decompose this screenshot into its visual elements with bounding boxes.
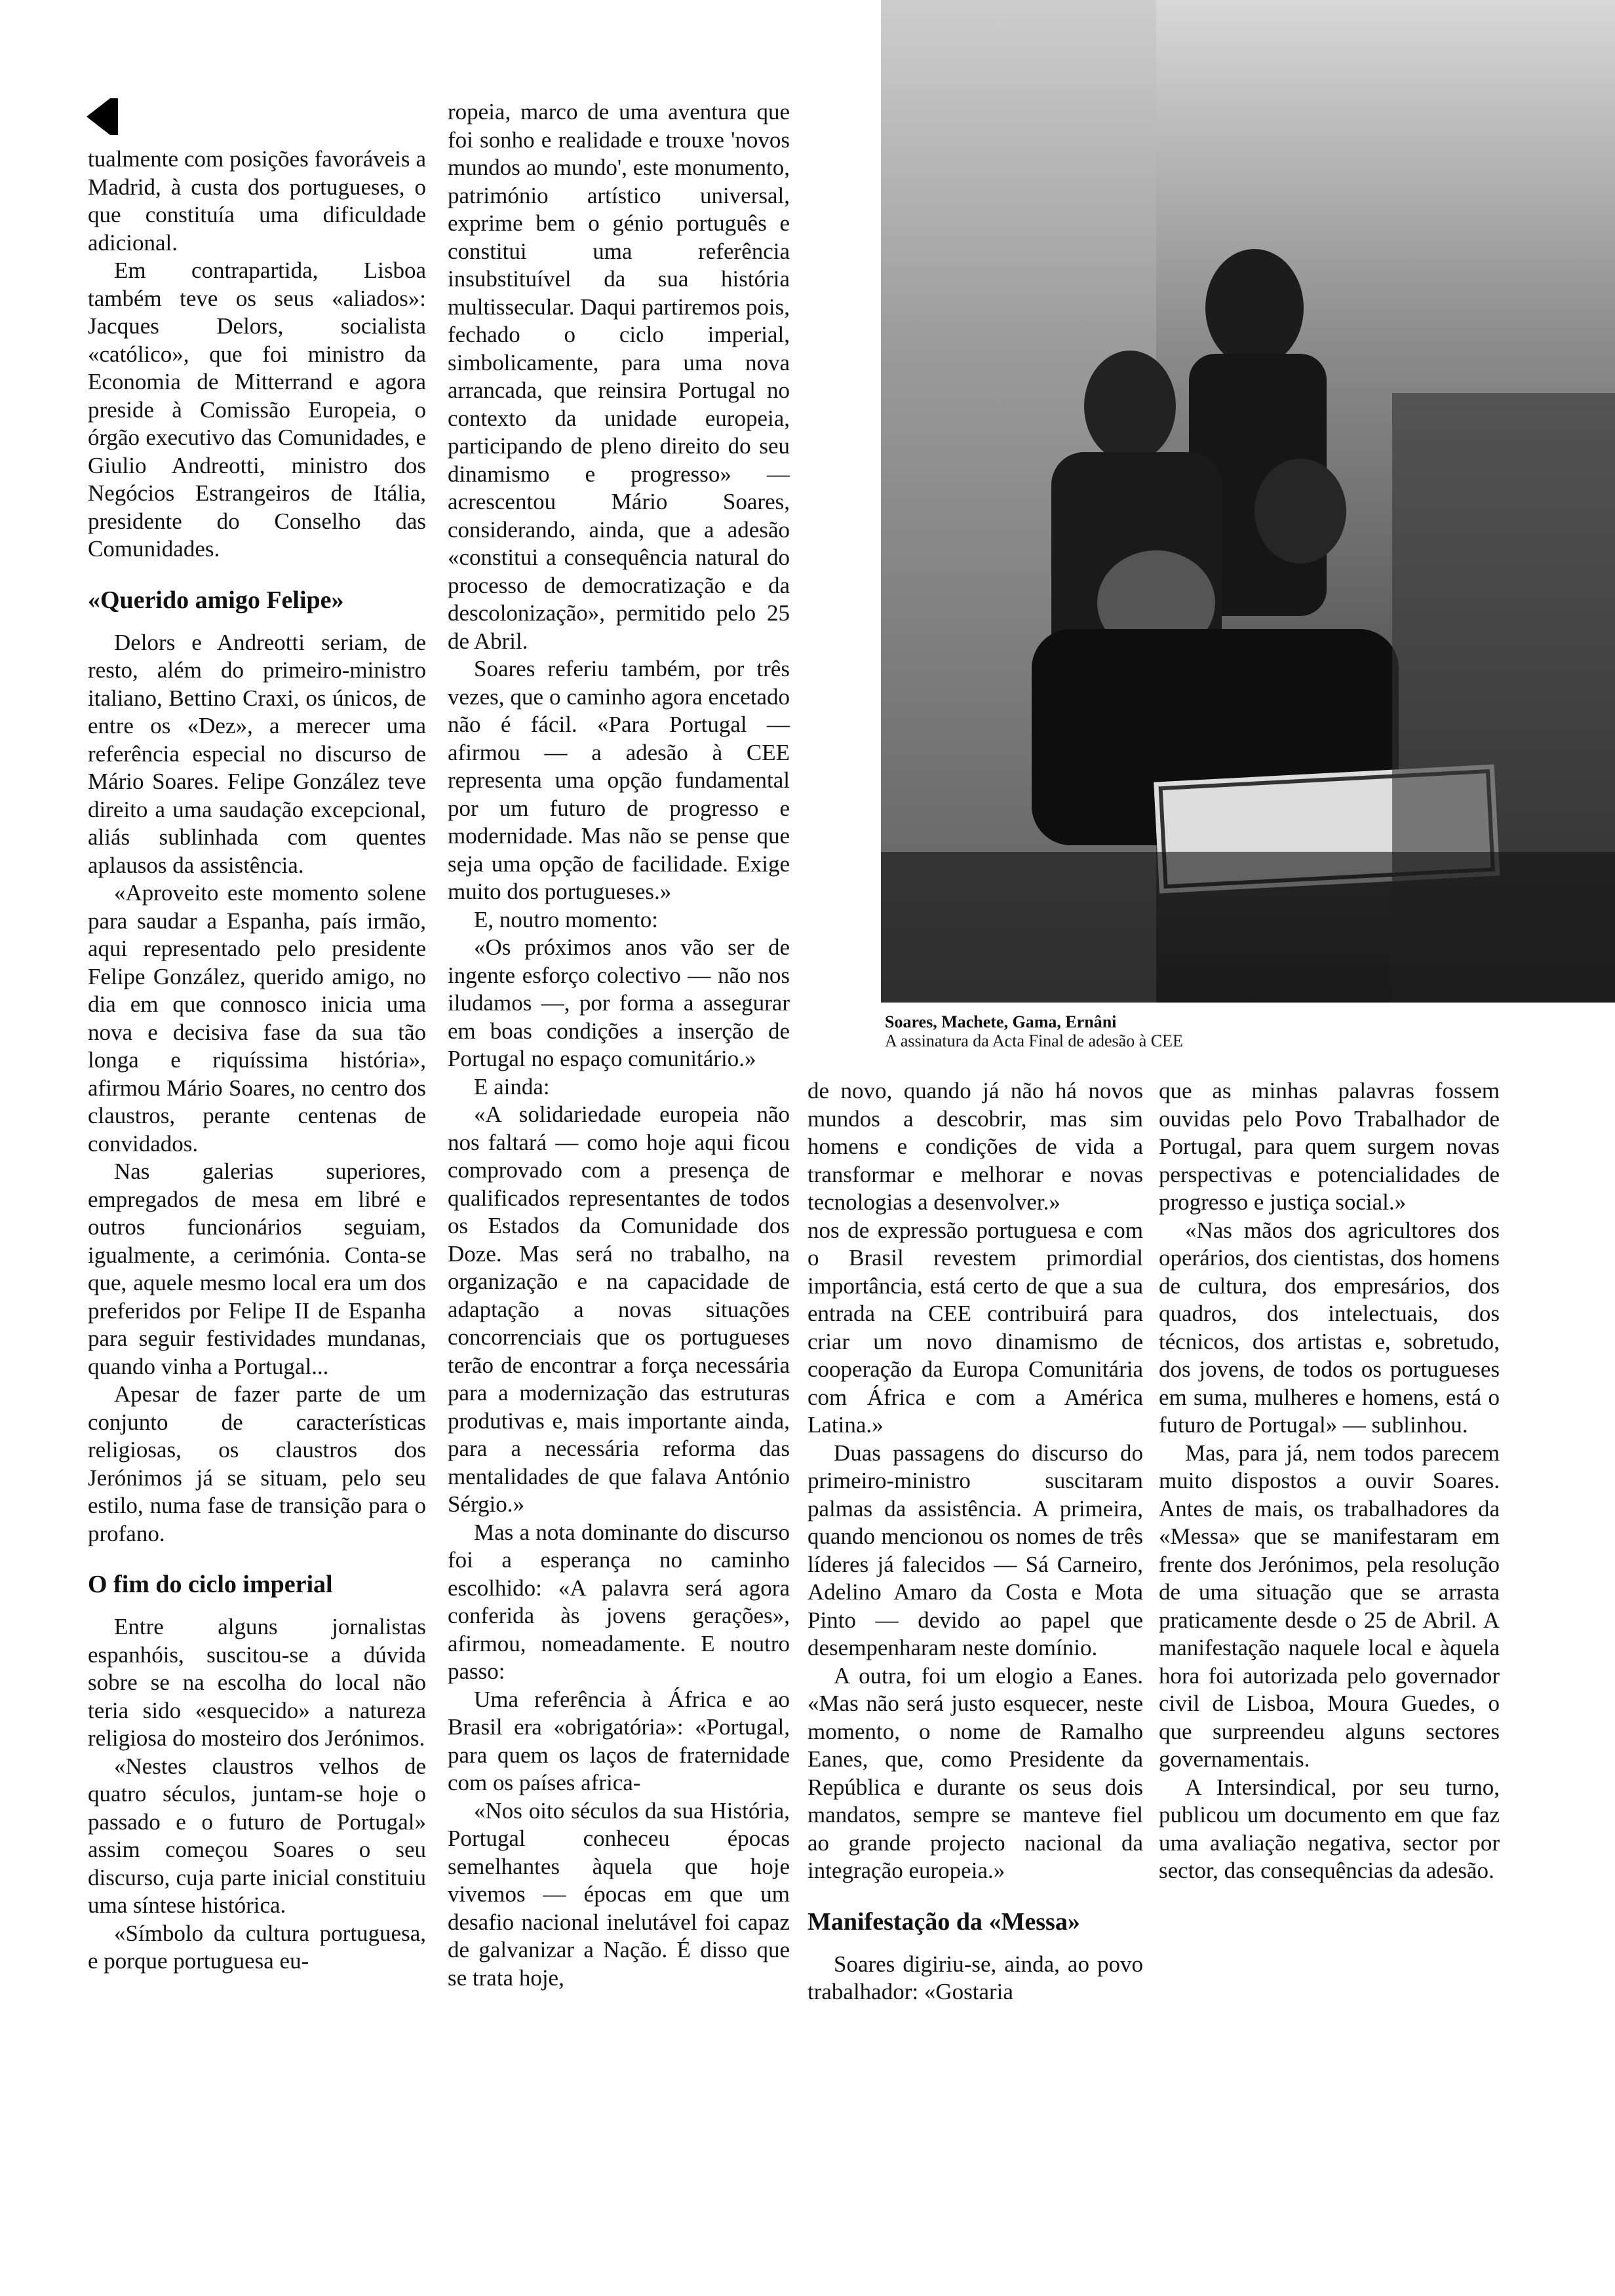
article-paragraph: «Nos oito séculos da sua História, Portugal conheceu épocas semelhantes àquela que hoje vivemos — épocas em que um desafio nacional inelutável foi capaz de galvanizar a Nação. É disso que se trata hoje, (448, 1797, 790, 1991)
article-column-3 (808, 1077, 1143, 2006)
article-paragraph: «Os próximos anos vão ser de ingente esforço colectivo — não nos iludamos —, por forma a assegurar em boas condições a inserção de Portugal no espaço comunitário.» (448, 934, 790, 1071)
signing-ceremony-photo (881, 0, 1615, 1003)
continuation-arrow-icon (87, 98, 110, 135)
section-heading: Manifestação da «Messa» (808, 1907, 1080, 1936)
article-paragraph: Nas galerias superiores, empregados de mesa em libré e outros funcionários seguiam, igualmente, a cerimónia. Conta-se que, aquele mesmo local era um dos preferidos por Felipe II de Espanha para seguir festividades mundanas, quando vinha a Portugal... (88, 1158, 426, 1379)
article-paragraph: Mas a nota dominante do discurso foi a esperança no caminho escolhido: «A palavra será agora conferida às jovens gerações», afirmou, nomeadamente. E noutro passo: (448, 1519, 790, 1684)
photo-image (881, 0, 1615, 1003)
article-paragraph: nos de expressão portuguesa e com o Brasil revestem primordial importância, está certo de que a sua entrada na CEE contribuirá para criar um novo dinamismo de cooperação da Europa Comunitária com África e com a América Latina.» (808, 1217, 1143, 1438)
article-paragraph: Soares digiriu-se, ainda, ao povo trabalhador: «Gostaria (808, 1951, 1143, 2004)
article-paragraph: Soares referiu também, por três vezes, que o caminho agora encetado não é fácil. «Para Portugal — afirmou — a adesão à CEE representa uma opção fundamental por um futuro de progresso e modernidade. Mas não se pense que seja uma opção de facilidade. Exige muito dos portugueses.» (448, 656, 790, 904)
article-paragraph: E, noutro momento: (474, 906, 658, 932)
article-column-4 (1159, 1077, 1500, 1885)
article-paragraph: ropeia, marco de uma aventura que foi sonho e realidade e trouxe 'novos mundos ao mundo', este monumento, património artístico universal, exprime bem o génio português e constitui uma referência insubstituível da sua história multissecular. Daqui partiremos pois, fechado o ciclo imperial, simbolicamente, para uma nova arrancada, que reinsira Portugal no contexto da unidade europeia, participando de pleno direito do seu dinamismo e progresso» — acrescentou Mário Soares, considerando, ainda, que a adesão «constitui a consequência natural do processo de democratização e da descolonização», permitido pelo 25 de Abril. (448, 99, 790, 654)
article-paragraph: «A solidariedade europeia não nos faltará — como hoje aqui ficou comprovado com a presença de qualificados representantes de todos os Estados da Comunidade dos Doze. Mas será no trabalho, na organização e na capacidade de adaptação a novas situações concorrenciais que os portugueses terão de encontrar a força necessária para a modernização das estruturas produtivas e, mais importante ainda, para a necessária reforma das mentalidades de que falava António Sérgio.» (448, 1101, 790, 1517)
article-paragraph: Entre alguns jornalistas espanhóis, suscitou-se a dúvida sobre se na escolha do local não teria sido «esquecido» a natureza religiosa do mosteiro dos Jerónimos. (88, 1614, 426, 1751)
article-paragraph: «Nestes claustros velhos de quatro séculos, juntam-se hoje o passado e o futuro de Portugal» assim começou Soares o seu discurso, cuja parte inicial constituiu uma síntese histórica. (88, 1753, 426, 1918)
article-paragraph: Duas passagens do discurso do primeiro-ministro suscitaram palmas da assistência. A primeira, quando mencionou os nomes de três líderes já falecidos — Sá Carneiro, Adelino Amaro da Costa e Mota Pinto — devido ao papel que desempenharam neste domínio. (808, 1440, 1143, 1660)
article-paragraph: «Nas mãos dos agricultores dos operários, dos cientistas, dos homens de cultura, dos empresários, dos quadros, dos intelectuais, dos técnicos, dos artistas e, sobretudo, dos jovens, de todos os portugueses em suma, mulheres e homens, está o futuro de Portugal» — sublinhou. (1159, 1217, 1500, 1438)
article-paragraph: de novo, quando já não há novos mundos a descobrir, mas sim homens e condições de vida a transformar e melhorar e novas tecnologias a desenvolver.» (808, 1078, 1143, 1215)
article-paragraph: Em contrapartida, Lisboa também teve os seus «aliados»: Jacques Delors, socialista «católico», que foi ministro da Economia de Mitterrand e agora preside à Comissão Europeia, o órgão executivo das Comunidades, e Giulio Andreotti, ministro dos Negócios Estrangeiros de Itália, presidente do Conselho das Comunidades. (88, 258, 426, 562)
caption-text: A assinatura da Acta Final de adesão à CEE (885, 1031, 1183, 1050)
article-column-2 (448, 98, 790, 1992)
section-heading: «Querido amigo Felipe» (88, 586, 344, 614)
article-paragraph: Uma referência à África e ao Brasil era «obrigatória»: «Portugal, para quem os laços de fraternidade com os países africa- (448, 1686, 790, 1795)
article-paragraph: A Intersindical, por seu turno, publicou um documento em que faz uma avaliação negativa, sector por sector, das consequências da adesão. (1159, 1774, 1500, 1883)
article-paragraph: que as minhas palavras fossem ouvidas pelo Povo Trabalhador de Portugal, para quem surgem novas perspectivas e potencialidades de progresso e justiça social.» (1159, 1078, 1500, 1215)
caption-names: Soares, Machete, Gama, Ernâni (885, 1012, 1117, 1031)
article-paragraph: Mas, para já, nem todos parecem muito dispostos a ouvir Soares. Antes de mais, os trabalhadores da «Messa» que se manifestaram em frente dos Jerónimos, pela resolução de uma situação que se arrasta praticamente desde o 25 de Abril. A manifestação naquele local e àquela hora foi autorizada pelo governador civil de Lisboa, Moura Guedes, o que surpreendeu alguns sectores governamentais. (1159, 1440, 1500, 1772)
article-paragraph: Apesar de fazer parte de um conjunto de características religiosas, os claustros dos Jerónimos já se situam, pelo seu estilo, numa fase de transição para o profano. (88, 1381, 426, 1546)
article-paragraph: A outra, foi um elogio a Eanes. «Mas não será justo esquecer, neste momento, o nome de Ramalho Eanes, que, como Presidente da República e durante os seus dois mandatos, sempre se manteve fiel ao grande projecto nacional da integração europeia.» (808, 1662, 1143, 1883)
article-column-1 (88, 145, 426, 1976)
article-paragraph: «Aproveito este momento solene para saudar a Espanha, país irmão, aqui representado pelo presidente Felipe González, querido amigo, no dia em que connosco inicia uma nova e decisiva fase da sua tão longa e riquíssima história», afirmou Mário Soares, no centro dos claustros, perante centenas de convidados. (88, 880, 426, 1157)
article-paragraph: Delors e Andreotti seriam, de resto, além do primeiro-ministro italiano, Bettino Craxi, os únicos, de entre os «Dez», a merecer uma referência especial no discurso de Mário Soares. Felipe González teve direito a uma saudação excepcional, aliás sublinhada com quentes aplausos da assistência. (88, 629, 426, 878)
article-paragraph: E ainda: (474, 1073, 550, 1100)
article-paragraph: tualmente com posições favoráveis a Madrid, à custa dos portugueses, o que constituía uma dificuldade adicional. (88, 146, 426, 256)
article-paragraph: «Símbolo da cultura portuguesa, e porque portuguesa eu- (88, 1920, 426, 1974)
section-heading: O fim do ciclo imperial (88, 1571, 333, 1598)
photo-caption (885, 1012, 1475, 1050)
